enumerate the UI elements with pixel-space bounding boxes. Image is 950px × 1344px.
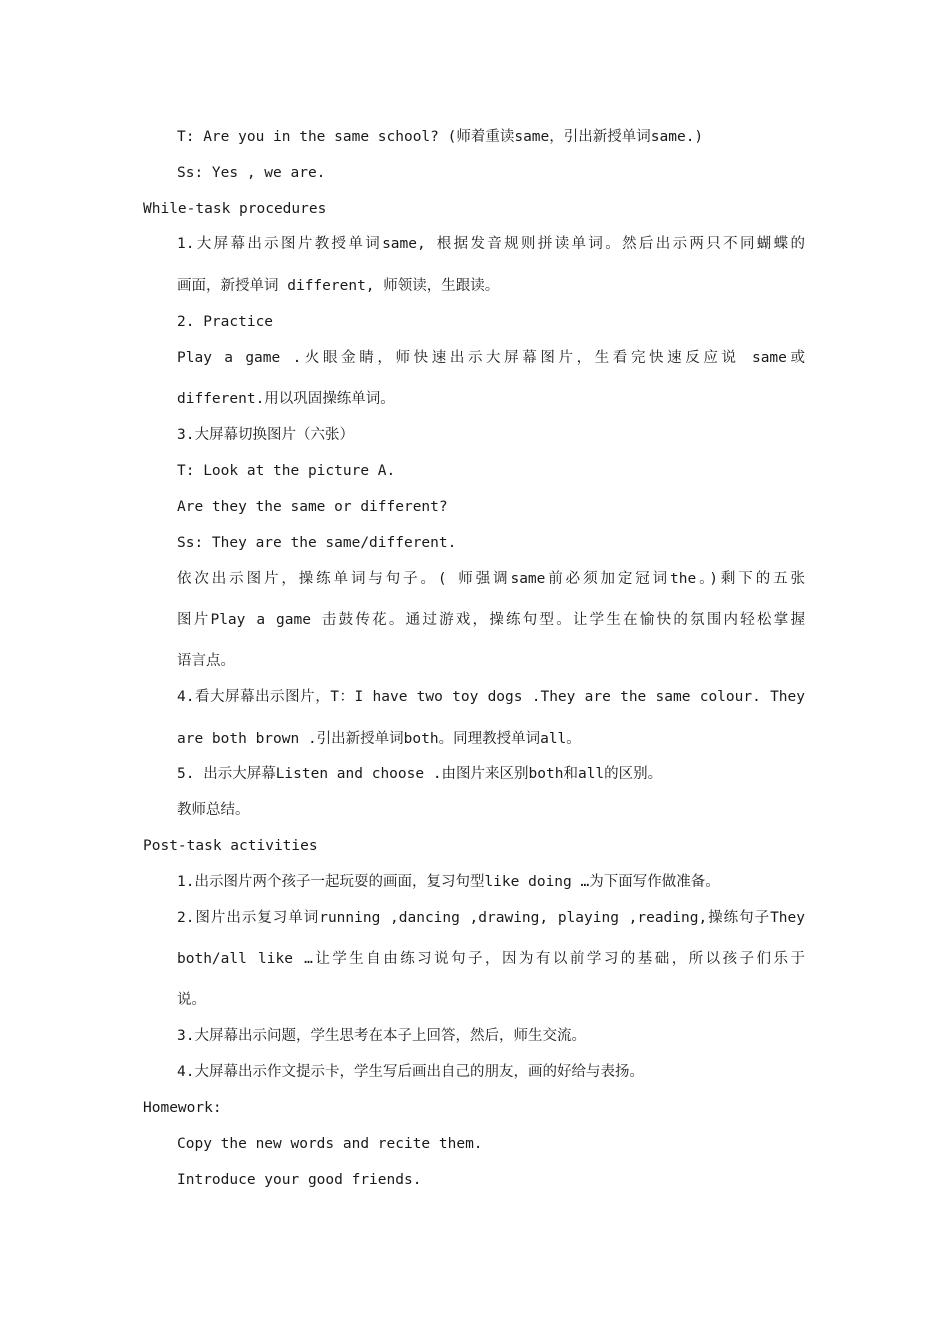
while-item-3-question: Are they the same or different? xyxy=(177,499,448,515)
while-item-4-line-1: 4.看大屏幕出示图片，T：I have two toy dogs .They are the same colour. They xyxy=(177,689,805,705)
while-item-5: 5. 出示大屏幕Listen and choose .由图片来区别both和all的区别。 xyxy=(177,766,663,782)
post-item-1: 1.出示图片两个孩子一起玩耍的画面，复习句型like doing …为下面写作做准备。 xyxy=(177,874,720,890)
while-item-2-line-1: Play a game .火眼金睛，师快速出示大屏幕图片，生看完快速反应说 same或 xyxy=(177,350,805,366)
while-item-1-line-1: 1.大屏幕出示图片教授单词same, 根据发音规则拼读单词。然后出示两只不同蝴蝶的 xyxy=(177,236,805,252)
while-item-3-line-3: 语言点。 xyxy=(177,653,235,669)
while-item-3-teacher: T: Look at the picture A. xyxy=(177,463,396,479)
while-summary: 教师总结。 xyxy=(177,802,250,818)
post-item-2-line-1: 2.图片出示复习单词running ,dancing ,drawing, playing ,reading,操练句子They xyxy=(177,910,805,926)
post-item-2-line-2: both/all like …让学生自由练习说句子，因为有以前学习的基础，所以孩子们乐于 xyxy=(177,951,805,967)
post-item-4: 4.大屏幕出示作文提示卡，学生写后画出自己的朋友，画的好给与表扬。 xyxy=(177,1064,644,1080)
while-item-3-line-1: 依次出示图片，操练单词与句子。( 师强调same前必须加定冠词the。)剩下的五张 xyxy=(177,571,805,587)
while-item-2-title: 2. Practice xyxy=(177,314,274,330)
while-item-1-line-2: 画面，新授单词 different, 师领读，生跟读。 xyxy=(177,278,500,294)
homework-item-1: Copy the new words and recite them. xyxy=(177,1136,483,1152)
post-item-3: 3.大屏幕出示问题，学生思考在本子上回答，然后，师生交流。 xyxy=(177,1028,586,1044)
section-heading-while-task: While-task procedures xyxy=(143,201,327,217)
while-item-3-title: 3.大屏幕切换图片（六张） xyxy=(177,427,354,443)
section-heading-homework: Homework: xyxy=(143,1100,222,1116)
while-item-3-line-2: 图片Play a game 击鼓传花。通过游戏，操练句型。让学生在愉快的氛围内轻松掌握 xyxy=(177,612,805,628)
while-item-3-students: Ss: They are the same/different. xyxy=(177,535,457,551)
post-item-2-line-3: 说。 xyxy=(177,992,206,1008)
intro-teacher-question: T: Are you in the same school? (师着重读same，引出新授单词same.) xyxy=(177,129,704,145)
while-item-4-line-2: are both brown .引出新授单词both。同理教授单词all。 xyxy=(177,731,581,747)
while-item-2-line-2: different.用以巩固操练单词。 xyxy=(177,391,395,407)
intro-students-answer: Ss: Yes , we are. xyxy=(177,165,326,181)
homework-item-2: Introduce your good friends. xyxy=(177,1172,422,1188)
section-heading-post-task: Post-task activities xyxy=(143,838,318,854)
